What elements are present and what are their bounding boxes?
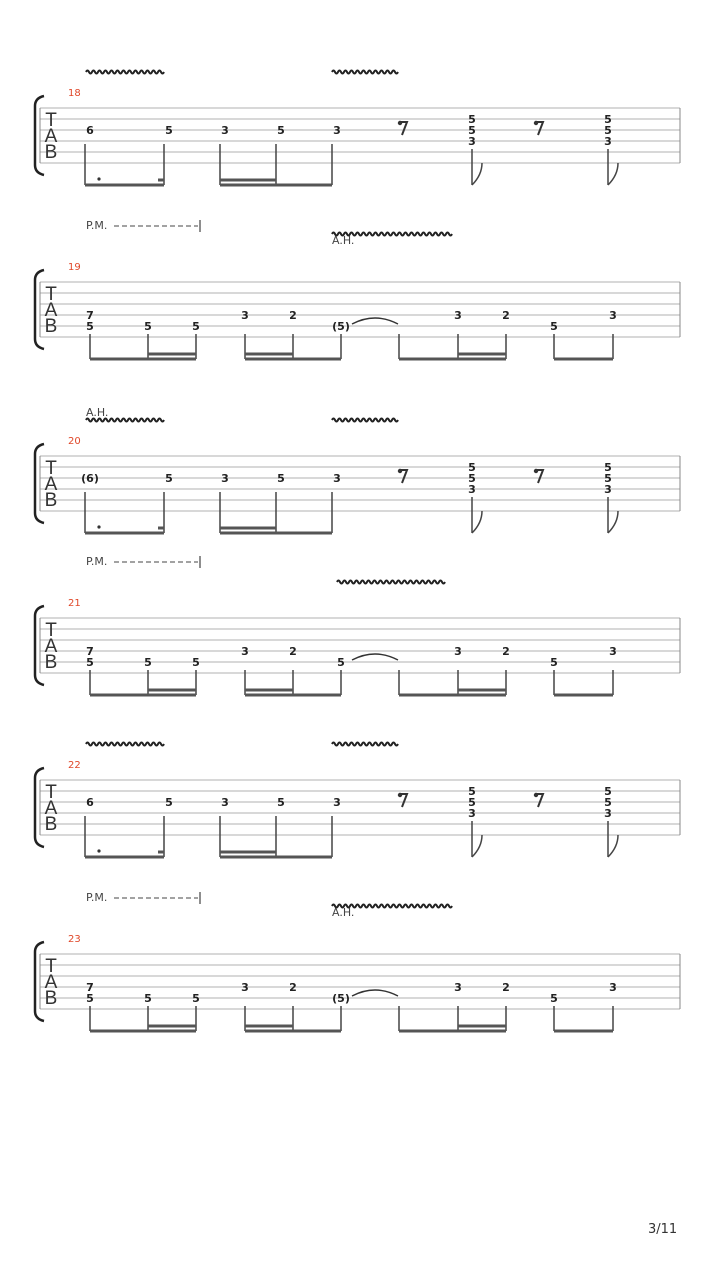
- tab-note: 5: [468, 124, 476, 137]
- note-flag: [472, 163, 482, 185]
- tab-note: 3: [333, 472, 341, 485]
- tab-note: 5: [277, 124, 285, 137]
- note-flag: [608, 163, 618, 185]
- tied-note: (5): [332, 320, 350, 333]
- rest-dot: [534, 469, 538, 473]
- tab-clef-a: A: [44, 474, 58, 495]
- tab-note: 3: [609, 309, 617, 322]
- harmonic-label: A.H.: [86, 406, 109, 419]
- tab-clef-b: B: [44, 316, 58, 337]
- tab-note: 5: [277, 796, 285, 809]
- rest-dot: [398, 793, 402, 797]
- tab-note: 5: [468, 472, 476, 485]
- note-flag: [472, 511, 482, 533]
- tab-clef-a: A: [44, 636, 58, 657]
- vibrato-line: [86, 71, 164, 74]
- tab-note: 5: [192, 992, 200, 1005]
- tied-note: (5): [332, 992, 350, 1005]
- tie-arc: [352, 654, 398, 660]
- tab-clef-a: A: [44, 798, 58, 819]
- tie-arc: [352, 990, 398, 996]
- tab-note: 3: [221, 124, 229, 137]
- tab-note: 2: [289, 645, 297, 658]
- tab-note: 6: [86, 796, 94, 809]
- tab-note: 3: [468, 135, 476, 148]
- tab-note: 5: [144, 992, 152, 1005]
- tab-note: 7: [86, 981, 94, 994]
- tab-note: 3: [241, 309, 249, 322]
- palm-mute-label: P.M.: [86, 219, 108, 232]
- tab-note: 5: [604, 461, 612, 474]
- tab-clef-t: T: [45, 284, 57, 305]
- tab-note: 5: [550, 320, 558, 333]
- vibrato-line: [332, 743, 398, 746]
- tab-note: 3: [221, 796, 229, 809]
- vibrato-line: [332, 419, 398, 422]
- tab-note: 5: [144, 320, 152, 333]
- tab-note: 3: [604, 483, 612, 496]
- tab-clef-t: T: [45, 782, 57, 803]
- tab-note: 3: [454, 309, 462, 322]
- tab-note: 3: [241, 981, 249, 994]
- tab-note: 3: [609, 645, 617, 658]
- tab-clef-t: T: [45, 110, 57, 131]
- tab-note: 3: [333, 124, 341, 137]
- tab-note: 3: [221, 472, 229, 485]
- tied-note: 5: [337, 656, 345, 669]
- tab-note: 3: [609, 981, 617, 994]
- tab-note: 3: [333, 796, 341, 809]
- tab-note: 5: [604, 796, 612, 809]
- bar-number: 23: [68, 934, 81, 945]
- tab-note: 3: [468, 483, 476, 496]
- tab-note: 2: [502, 309, 510, 322]
- tab-note: 2: [289, 309, 297, 322]
- tab-clef-a: A: [44, 126, 58, 147]
- palm-mute-label: P.M.: [86, 891, 108, 904]
- tab-clef-a: A: [44, 300, 58, 321]
- tab-note: 5: [86, 320, 94, 333]
- note-flag: [608, 511, 618, 533]
- tab-note: 5: [604, 785, 612, 798]
- tab-clef-b: B: [44, 142, 58, 163]
- tab-note: 5: [192, 320, 200, 333]
- bar-number: 19: [68, 262, 81, 273]
- tab-clef-b: B: [44, 988, 58, 1009]
- tab-note: 3: [454, 645, 462, 658]
- tab-note: 7: [86, 645, 94, 658]
- vibrato-line: [332, 71, 398, 74]
- rest-dot: [398, 121, 402, 125]
- tab-clef-t: T: [45, 620, 57, 641]
- tab-note: 5: [550, 992, 558, 1005]
- tab-note: 5: [468, 785, 476, 798]
- dot: [97, 849, 100, 852]
- tab-note: 5: [165, 472, 173, 485]
- tab-clef-b: B: [44, 490, 58, 511]
- tie-arc: [352, 318, 398, 324]
- dot: [97, 177, 100, 180]
- tab-note: 5: [604, 472, 612, 485]
- tab-note: 7: [86, 309, 94, 322]
- note-flag: [608, 835, 618, 857]
- tab-note: 3: [604, 807, 612, 820]
- bar-number: 20: [68, 436, 81, 447]
- bar-number: 21: [68, 598, 81, 609]
- bar-number: 18: [68, 88, 81, 99]
- harmonic-label: A.H.: [332, 234, 355, 247]
- tab-note: 6: [86, 124, 94, 137]
- tab-note: 3: [454, 981, 462, 994]
- tab-note: 5: [604, 124, 612, 137]
- tab-note: 5: [468, 461, 476, 474]
- tab-note: 5: [86, 656, 94, 669]
- bar-number: 22: [68, 760, 81, 771]
- tab-note: 5: [165, 124, 173, 137]
- tab-note: 5: [550, 656, 558, 669]
- tab-clef-t: T: [45, 956, 57, 977]
- tab-note: 5: [277, 472, 285, 485]
- tab-note: 5: [468, 796, 476, 809]
- harmonic-label: A.H.: [332, 906, 355, 919]
- vibrato-line: [337, 581, 445, 584]
- tab-note: 3: [468, 807, 476, 820]
- tab-note: 5: [604, 113, 612, 126]
- tab-note: 5: [192, 656, 200, 669]
- tab-clef-b: B: [44, 652, 58, 673]
- rest-dot: [398, 469, 402, 473]
- note-flag: [472, 835, 482, 857]
- rest-dot: [534, 121, 538, 125]
- tab-note: 3: [241, 645, 249, 658]
- tab-note: 2: [502, 645, 510, 658]
- palm-mute-label: P.M.: [86, 555, 108, 568]
- tab-clef-b: B: [44, 814, 58, 835]
- tab-note: 2: [289, 981, 297, 994]
- vibrato-line: [86, 743, 164, 746]
- tab-clef-a: A: [44, 972, 58, 993]
- dot: [97, 525, 100, 528]
- tab-note: 5: [86, 992, 94, 1005]
- tab-note: 5: [144, 656, 152, 669]
- tab-note: 2: [502, 981, 510, 994]
- tab-note: 3: [604, 135, 612, 148]
- tab-note: (6): [81, 472, 99, 485]
- rest-dot: [534, 793, 538, 797]
- tab-note: 5: [165, 796, 173, 809]
- page-number: 3/11: [648, 1222, 678, 1237]
- tab-note: 5: [468, 113, 476, 126]
- tab-clef-t: T: [45, 458, 57, 479]
